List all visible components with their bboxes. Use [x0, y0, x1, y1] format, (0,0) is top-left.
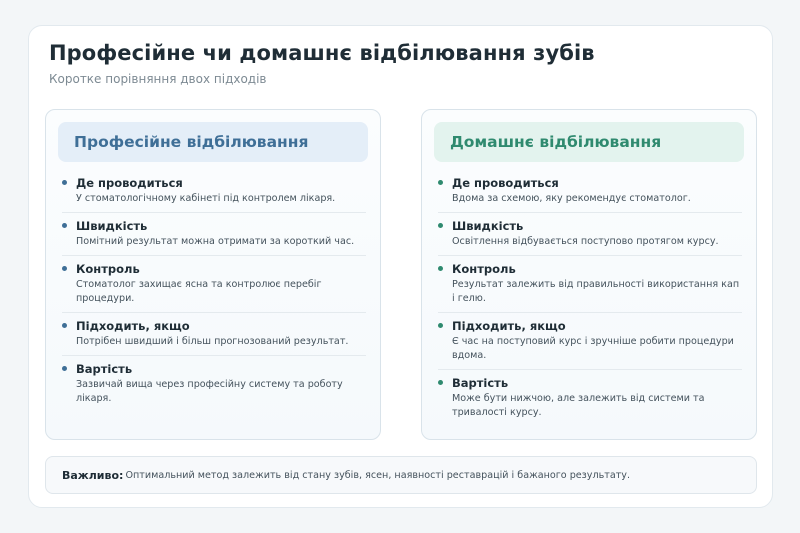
- item-text: Помітний результат можна отримати за короткий час.: [76, 236, 355, 247]
- item-title: Де проводиться: [76, 176, 183, 190]
- item-text: Зазвичай вища через професійну систему та роботу лікаря.: [76, 379, 343, 404]
- item-title: Підходить, якщо: [76, 319, 190, 333]
- bullet-icon: [438, 380, 443, 385]
- bullet-icon: [438, 266, 443, 271]
- list-item: [438, 319, 742, 370]
- comparison-card: [28, 25, 773, 508]
- bullet-icon: [62, 366, 67, 371]
- bullet-icon: [62, 266, 67, 271]
- list-item: [438, 176, 742, 213]
- bullet-icon: [438, 180, 443, 185]
- important-note: [45, 456, 757, 494]
- bullet-icon: [62, 323, 67, 328]
- list-item: [62, 219, 366, 256]
- page-subtitle: Коротке порівняння двох підходів: [49, 72, 267, 86]
- bullet-icon: [438, 223, 443, 228]
- home-panel-header: Домашнє відбілювання: [434, 122, 744, 162]
- list-item: [438, 262, 742, 313]
- item-title: Вартість: [452, 376, 509, 390]
- item-text: Може бути нижчою, але залежить від системи та тривалості курсу.: [452, 393, 705, 418]
- professional-list: [62, 176, 366, 418]
- home-list: [438, 176, 742, 432]
- item-title: Контроль: [76, 262, 140, 276]
- item-text: Освітлення відбувається поступово протягом курсу.: [452, 236, 719, 247]
- item-text: Є час на поступовий курс і зручніше робити процедури вдома.: [452, 336, 734, 361]
- list-item: [438, 376, 742, 426]
- item-title: Підходить, якщо: [452, 319, 566, 333]
- item-text: Вдома за схемою, яку рекомендує стоматолог.: [452, 193, 691, 204]
- professional-panel: [45, 109, 381, 440]
- list-item: [62, 176, 366, 213]
- item-text: Стоматолог захищає ясна та контролює перебіг процедури.: [76, 279, 322, 304]
- item-text: У стоматологічному кабінеті під контролем лікаря.: [76, 193, 336, 204]
- item-text: Результат залежить від правильності використання кап і гелю.: [452, 279, 740, 304]
- list-item: [62, 262, 366, 313]
- page-title: Професійне чи домашнє відбілювання зубів: [49, 41, 595, 65]
- item-text: Потрібен швидший і більш прогнозований результат.: [76, 336, 349, 347]
- professional-panel-header: Професійне відбілювання: [58, 122, 368, 162]
- list-item: [62, 362, 366, 412]
- bullet-icon: [62, 223, 67, 228]
- list-item: [62, 319, 366, 356]
- home-panel: [421, 109, 757, 440]
- item-title: Швидкість: [76, 219, 148, 233]
- item-title: Швидкість: [452, 219, 524, 233]
- bullet-icon: [62, 180, 67, 185]
- item-title: Вартість: [76, 362, 133, 376]
- item-title: Де проводиться: [452, 176, 559, 190]
- item-title: Контроль: [452, 262, 516, 276]
- note-label: Важливо:: [62, 468, 124, 482]
- note-text: Оптимальний метод залежить від стану зубів, ясен, наявності реставрацій і бажаного результату.: [125, 469, 631, 481]
- list-item: [438, 219, 742, 256]
- bullet-icon: [438, 323, 443, 328]
